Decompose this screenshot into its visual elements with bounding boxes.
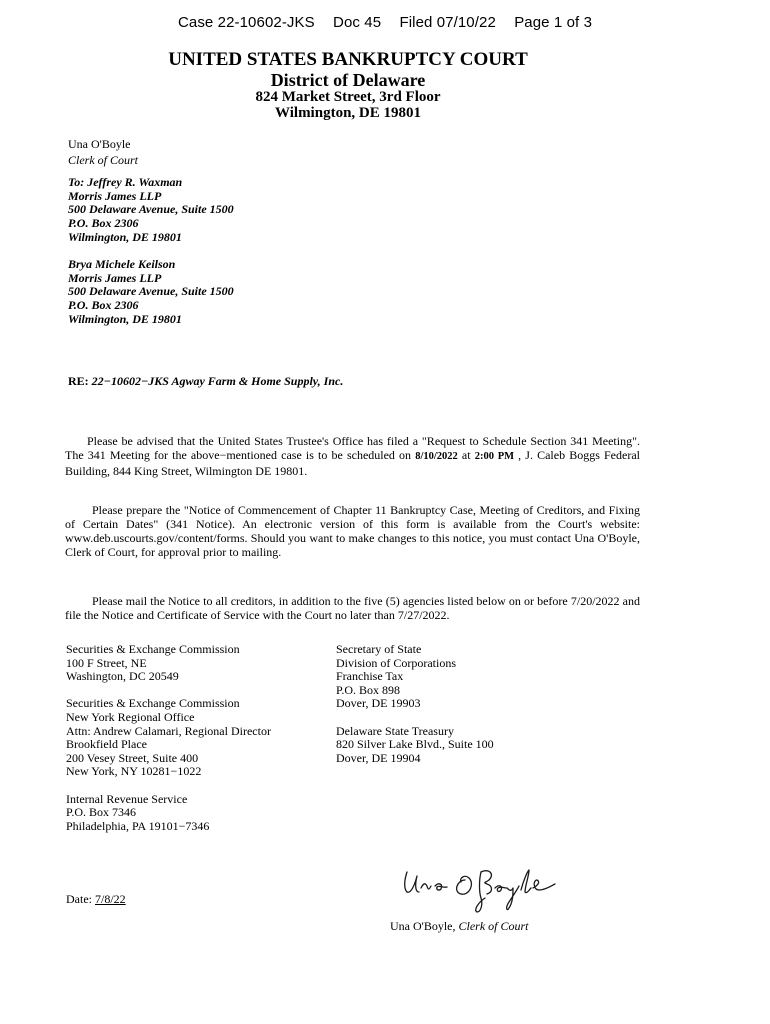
court-street: 824 Market Street, 3rd Floor [255, 89, 441, 105]
agency-line: P.O. Box 7346 [66, 805, 137, 820]
doc-number: Doc 45 [333, 14, 382, 31]
agency-line: Internal Revenue Service [66, 791, 188, 806]
case-number: Case 22-10602-JKS [177, 14, 315, 31]
date-label: Date: [66, 892, 95, 906]
meeting-text: Please be advised that the United States Trustee's Office has filed a "Request to Schedule Section 341 Meeting". The 341 Meeting for the above−mentioned case is to be scheduled on [65, 434, 640, 462]
recipient-name: Jeffrey R. Waxman [87, 175, 183, 189]
agency-line: Washington, DC 20549 [66, 669, 179, 684]
clerk-title: Clerk of Court [68, 153, 139, 167]
recipient-line: P.O. Box 2306 [68, 298, 139, 313]
mailing-paragraph [65, 594, 640, 622]
signatory-title: Clerk of Court [458, 919, 529, 933]
agency-line: Dover, DE 19904 [336, 750, 421, 765]
signatory [390, 919, 529, 934]
agency-address [336, 725, 494, 766]
meeting-paragraph [65, 434, 640, 478]
agency-line: 820 Silver Lake Blvd., Suite 100 [336, 737, 494, 752]
recipient-line: Morris James LLP [68, 188, 162, 203]
recipient-line: 500 Delaware Avenue, Suite 1500 [68, 202, 234, 217]
agency-line: Philadelphia, PA 19101−7346 [66, 818, 210, 833]
agency-line: P.O. Box 898 [336, 682, 401, 697]
re-label: RE: [68, 374, 92, 388]
re-case: 22−10602−JKS Agway Farm & Home Supply, Inc. [91, 374, 344, 388]
recipient-name: Brya Michele Keilson [68, 257, 176, 271]
agency-address [66, 697, 271, 779]
meeting-location: , J. Caleb Boggs Federal Building, 844 King Street, Wilmington DE 19801. [65, 448, 640, 478]
mailing-text: Please mail the Notice to all creditors, in addition to the five (5) agencies listed below on or before 7/20/2022 and file the Notice and Certificate of Service with the Court no later than 7/27/2022. [65, 594, 640, 622]
re-line [68, 375, 343, 389]
agency-list-right [336, 643, 494, 779]
agency-line: Delaware State Treasury [336, 723, 454, 738]
date-value: 7/8/22 [95, 892, 126, 906]
recipient-line: Morris James LLP [68, 270, 162, 285]
page-number: Page 1 of 3 [514, 14, 593, 31]
agency-address [66, 643, 271, 684]
agency-line: 200 Vesey Street, Suite 400 [66, 750, 199, 765]
recipient-line: Wilmington, DE 19801 [68, 311, 182, 326]
court-name: UNITED STATES BANKRUPTCY COURT [168, 49, 528, 70]
agency-line: Dover, DE 19903 [336, 696, 421, 711]
date-line [66, 892, 126, 907]
filing-header [0, 14, 770, 31]
agency-line: Securities & Exchange Commission [66, 696, 240, 711]
recipient-address [68, 258, 234, 327]
handwritten-signature [395, 858, 565, 916]
recipient-line: P.O. Box 2306 [68, 216, 139, 231]
court-district: District of Delaware [270, 70, 426, 90]
agency-line: New York, NY 10281−1022 [66, 764, 202, 779]
recipient-line: 500 Delaware Avenue, Suite 1500 [68, 284, 234, 299]
meeting-time: 2:00 PM [474, 451, 515, 462]
agency-line: Brookfield Place [66, 737, 147, 752]
signatory-name: Una O'Boyle, [390, 919, 459, 933]
clerk-name: Una O'Boyle [68, 137, 131, 151]
agency-line: Secretary of State [336, 642, 422, 656]
to-prefix: To: [68, 175, 88, 189]
agency-address [336, 643, 494, 711]
agency-address [66, 793, 271, 834]
meeting-date: 8/10/2022 [415, 451, 458, 462]
recipient-address [68, 176, 234, 245]
meeting-at: at [457, 448, 475, 462]
agency-list-left [66, 643, 271, 847]
notice-text: Please prepare the "Notice of Commencement of Chapter 11 Bankruptcy Case, Meeting of Creditors, and Fixing of Certain Dates" (341 Notice). An electronic version of this form is available from the Court's website: www.deb.uscourts.gov/content/forms. Should you want to make changes to this notice, you must contact Una O'Boyle, Clerk of Court, for approval prior to mailing. [65, 503, 640, 559]
agency-line: 100 F Street, NE [66, 655, 147, 670]
agency-line: New York Regional Office [66, 709, 195, 724]
agency-line: Division of Corporations [336, 655, 456, 670]
filed-date: Filed 07/10/22 [399, 14, 496, 31]
agency-line: Franchise Tax [336, 669, 404, 684]
recipient-line: Wilmington, DE 19801 [68, 229, 182, 244]
court-city: Wilmington, DE 19801 [275, 105, 421, 121]
agency-line: Securities & Exchange Commission [66, 642, 240, 656]
notice-paragraph [65, 503, 640, 559]
agency-line: Attn: Andrew Calamari, Regional Director [66, 723, 271, 738]
